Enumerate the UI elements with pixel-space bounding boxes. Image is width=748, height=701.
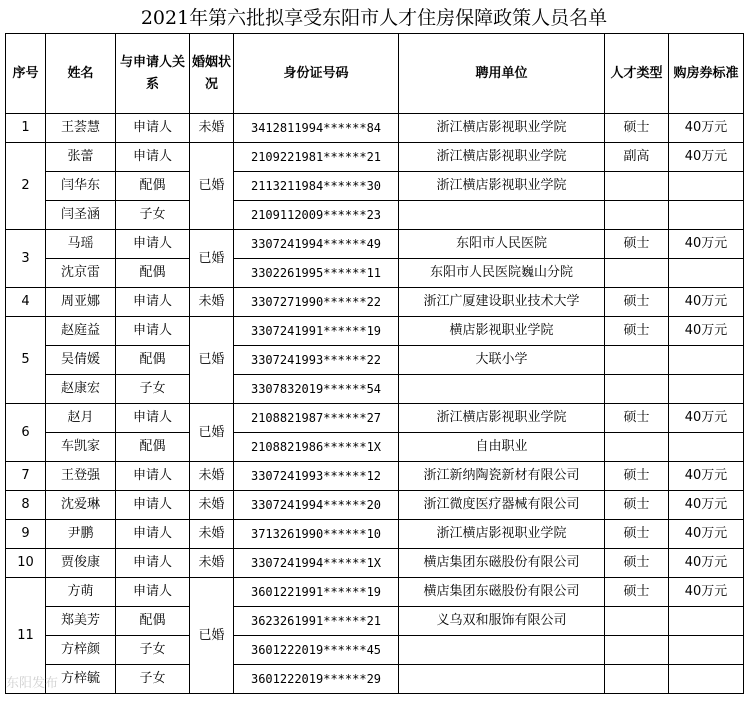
row-relation: 申请人 <box>116 143 190 172</box>
row-talent <box>605 665 669 694</box>
row-employer: 东阳市人民医院 <box>399 230 605 259</box>
row-name: 沈爱琳 <box>46 491 116 520</box>
row-name: 车凯家 <box>46 433 116 462</box>
row-voucher: 40万元 <box>669 491 744 520</box>
header-voucher: 购房券标准 <box>669 34 744 114</box>
row-voucher <box>669 665 744 694</box>
row-talent: 硕士 <box>605 230 669 259</box>
row-marital: 已婚 <box>190 317 234 404</box>
table-row <box>6 433 744 462</box>
row-marital: 已婚 <box>190 230 234 288</box>
row-voucher <box>669 346 744 375</box>
row-talent <box>605 375 669 404</box>
row-id: 2113211984******30 <box>234 172 399 201</box>
row-id: 3307241994******1X <box>234 549 399 578</box>
row-employer <box>399 665 605 694</box>
row-voucher: 40万元 <box>669 114 744 143</box>
row-employer: 大联小学 <box>399 346 605 375</box>
row-seq: 11 <box>6 578 46 694</box>
row-id: 3623261991******21 <box>234 607 399 636</box>
table-body <box>6 114 744 694</box>
row-employer: 东阳市人民医院巍山分院 <box>399 259 605 288</box>
row-seq: 3 <box>6 230 46 288</box>
row-relation: 申请人 <box>116 549 190 578</box>
row-relation: 申请人 <box>116 578 190 607</box>
row-marital: 未婚 <box>190 491 234 520</box>
row-relation: 申请人 <box>116 462 190 491</box>
row-name: 赵康宏 <box>46 375 116 404</box>
row-seq: 9 <box>6 520 46 549</box>
row-employer: 浙江横店影视职业学院 <box>399 404 605 433</box>
row-talent <box>605 201 669 230</box>
row-id: 3713261990******10 <box>234 520 399 549</box>
row-name: 贾俊康 <box>46 549 116 578</box>
row-talent: 硕士 <box>605 520 669 549</box>
table-row <box>6 491 744 520</box>
row-name: 闫华东 <box>46 172 116 201</box>
row-seq: 2 <box>6 143 46 230</box>
row-id: 3601222019******29 <box>234 665 399 694</box>
row-relation: 配偶 <box>116 259 190 288</box>
row-relation: 子女 <box>116 636 190 665</box>
row-marital: 未婚 <box>190 549 234 578</box>
row-voucher: 40万元 <box>669 317 744 346</box>
row-marital: 未婚 <box>190 114 234 143</box>
page-title: 2021年第六批拟享受东阳市人才住房保障政策人员名单 <box>140 7 608 29</box>
row-name: 方萌 <box>46 578 116 607</box>
row-voucher <box>669 259 744 288</box>
row-marital: 未婚 <box>190 462 234 491</box>
row-employer: 浙江横店影视职业学院 <box>399 172 605 201</box>
row-employer <box>399 201 605 230</box>
row-id: 3307241993******22 <box>234 346 399 375</box>
row-id: 3601222019******45 <box>234 636 399 665</box>
row-talent: 硕士 <box>605 578 669 607</box>
row-talent <box>605 259 669 288</box>
row-employer: 浙江广厦建设职业技术大学 <box>399 288 605 317</box>
row-relation: 申请人 <box>116 114 190 143</box>
row-name: 张蕾 <box>46 143 116 172</box>
row-voucher: 40万元 <box>669 520 744 549</box>
row-voucher <box>669 636 744 665</box>
row-relation: 配偶 <box>116 172 190 201</box>
table-row <box>6 230 744 259</box>
header-seq: 序号 <box>6 34 46 114</box>
row-talent <box>605 346 669 375</box>
row-name: 吴倩媛 <box>46 346 116 375</box>
table-row <box>6 288 744 317</box>
row-talent: 硕士 <box>605 462 669 491</box>
row-relation: 配偶 <box>116 607 190 636</box>
table-row <box>6 549 744 578</box>
table-row <box>6 607 744 636</box>
row-relation: 申请人 <box>116 317 190 346</box>
table-row <box>6 578 744 607</box>
table-row <box>6 346 744 375</box>
row-talent <box>605 636 669 665</box>
row-talent: 硕士 <box>605 317 669 346</box>
row-marital: 未婚 <box>190 520 234 549</box>
row-seq: 4 <box>6 288 46 317</box>
personnel-table <box>5 33 744 694</box>
row-employer <box>399 375 605 404</box>
row-id: 2109221981******21 <box>234 143 399 172</box>
table-row <box>6 520 744 549</box>
table-row <box>6 375 744 404</box>
row-seq: 10 <box>6 549 46 578</box>
row-name: 沈京雷 <box>46 259 116 288</box>
header-employer: 聘用单位 <box>399 34 605 114</box>
row-voucher: 40万元 <box>669 143 744 172</box>
row-voucher: 40万元 <box>669 288 744 317</box>
row-talent <box>605 607 669 636</box>
row-employer: 义乌双和服饰有限公司 <box>399 607 605 636</box>
row-seq: 8 <box>6 491 46 520</box>
row-relation: 申请人 <box>116 288 190 317</box>
row-employer: 横店影视职业学院 <box>399 317 605 346</box>
row-voucher: 40万元 <box>669 578 744 607</box>
header-marital: 婚姻状况 <box>190 34 234 114</box>
row-id: 3307271990******22 <box>234 288 399 317</box>
row-talent: 硕士 <box>605 491 669 520</box>
table-row <box>6 114 744 143</box>
header-row <box>6 34 744 114</box>
row-id: 3307241993******12 <box>234 462 399 491</box>
row-relation: 申请人 <box>116 520 190 549</box>
row-relation: 配偶 <box>116 433 190 462</box>
watermark: 东阳发布 <box>6 676 59 691</box>
row-employer <box>399 636 605 665</box>
row-talent: 硕士 <box>605 114 669 143</box>
row-seq: 1 <box>6 114 46 143</box>
header-talent: 人才类型 <box>605 34 669 114</box>
row-id: 2108821986******1X <box>234 433 399 462</box>
row-id: 2109112009******23 <box>234 201 399 230</box>
row-employer: 浙江新纳陶瓷新材有限公司 <box>399 462 605 491</box>
row-voucher <box>669 433 744 462</box>
row-name: 闫圣涵 <box>46 201 116 230</box>
row-employer: 浙江横店影视职业学院 <box>399 143 605 172</box>
row-talent <box>605 433 669 462</box>
header-relation: 与申请人关系 <box>116 34 190 114</box>
row-relation: 申请人 <box>116 491 190 520</box>
row-name: 王荟慧 <box>46 114 116 143</box>
header-name: 姓名 <box>46 34 116 114</box>
row-voucher: 40万元 <box>669 549 744 578</box>
table-row <box>6 317 744 346</box>
row-voucher: 40万元 <box>669 404 744 433</box>
row-talent: 硕士 <box>605 404 669 433</box>
row-relation: 子女 <box>116 375 190 404</box>
row-employer: 浙江微度医疗器械有限公司 <box>399 491 605 520</box>
table-row <box>6 259 744 288</box>
row-relation: 子女 <box>116 665 190 694</box>
row-id: 3307832019******54 <box>234 375 399 404</box>
table-row <box>6 404 744 433</box>
table-row <box>6 636 744 665</box>
row-talent: 硕士 <box>605 549 669 578</box>
row-name: 方梓颜 <box>46 636 116 665</box>
table-row <box>6 172 744 201</box>
row-marital: 未婚 <box>190 288 234 317</box>
row-seq: 5 <box>6 317 46 404</box>
row-id: 3307241994******49 <box>234 230 399 259</box>
table-row <box>6 462 744 491</box>
row-name: 方梓毓 <box>46 665 116 694</box>
row-id: 3412811994******84 <box>234 114 399 143</box>
row-id: 2108821987******27 <box>234 404 399 433</box>
row-employer: 横店集团东磁股份有限公司 <box>399 549 605 578</box>
row-name: 周亚娜 <box>46 288 116 317</box>
row-id: 3601221991******19 <box>234 578 399 607</box>
table-row <box>6 143 744 172</box>
header-id: 身份证号码 <box>234 34 399 114</box>
row-relation: 配偶 <box>116 346 190 375</box>
row-marital: 已婚 <box>190 143 234 230</box>
row-relation: 申请人 <box>116 404 190 433</box>
row-id: 3302261995******11 <box>234 259 399 288</box>
row-employer: 横店集团东磁股份有限公司 <box>399 578 605 607</box>
row-id: 3307241994******20 <box>234 491 399 520</box>
row-voucher: 40万元 <box>669 462 744 491</box>
row-marital: 已婚 <box>190 404 234 462</box>
table-header <box>6 34 744 114</box>
row-talent: 硕士 <box>605 288 669 317</box>
row-id: 3307241991******19 <box>234 317 399 346</box>
row-voucher <box>669 375 744 404</box>
row-voucher: 40万元 <box>669 230 744 259</box>
row-relation: 申请人 <box>116 230 190 259</box>
row-name: 郑美芳 <box>46 607 116 636</box>
row-employer: 自由职业 <box>399 433 605 462</box>
row-marital: 已婚 <box>190 578 234 694</box>
row-voucher <box>669 201 744 230</box>
row-relation: 子女 <box>116 201 190 230</box>
row-voucher <box>669 172 744 201</box>
table-row <box>6 665 744 694</box>
row-employer: 浙江横店影视职业学院 <box>399 520 605 549</box>
row-voucher <box>669 607 744 636</box>
row-talent: 副高 <box>605 143 669 172</box>
row-name: 赵月 <box>46 404 116 433</box>
row-name: 马瑶 <box>46 230 116 259</box>
row-seq: 7 <box>6 462 46 491</box>
row-talent <box>605 172 669 201</box>
row-name: 王登强 <box>46 462 116 491</box>
row-employer: 浙江横店影视职业学院 <box>399 114 605 143</box>
row-seq: 6 <box>6 404 46 462</box>
row-name: 赵庭益 <box>46 317 116 346</box>
table-row <box>6 201 744 230</box>
row-name: 尹鹏 <box>46 520 116 549</box>
